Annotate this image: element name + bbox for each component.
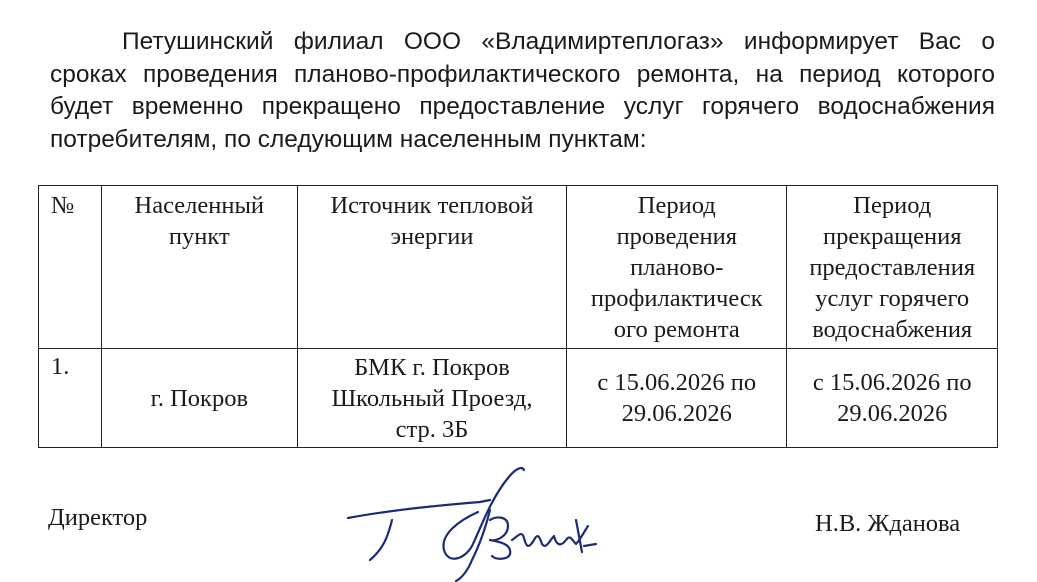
- table-row: [39, 349, 998, 448]
- header-settlement: Населенный пункт: [101, 186, 297, 349]
- row-repair-period: с 15.06.2026 по 29.06.2026: [567, 349, 787, 448]
- repair-schedule-table: [38, 185, 998, 448]
- header-heat-source: Источник тепловой энергии: [297, 186, 566, 349]
- handwritten-signature: [340, 460, 610, 582]
- row-settlement: г. Покров: [101, 349, 297, 448]
- row-number: 1.: [39, 349, 102, 448]
- header-service-stop-period: Период прекращения предоставления услуг горячего водоснабжения: [787, 186, 998, 349]
- signatory-title: Директор: [48, 504, 148, 531]
- signatory-name: Н.В. Жданова: [815, 510, 961, 537]
- intro-paragraph: Петушинский филиал ООО «Владимиртеплогаз» информирует Вас о сроках проведения планово-профилактического ремонта, на период которого будет временно прекращено предоставление услуг горячего водоснабжения потребителям, по следующим населенным пунктам:: [50, 28, 995, 153]
- row-heat-source: БМК г. Покров Школьный Проезд, стр. 3Б: [297, 349, 566, 448]
- header-repair-period: Период проведения планово- профилактическ ого ремонта: [567, 186, 787, 349]
- row-service-stop-period: с 15.06.2026 по 29.06.2026: [787, 349, 998, 448]
- header-number: №: [39, 186, 102, 349]
- table-header-row: [39, 186, 998, 349]
